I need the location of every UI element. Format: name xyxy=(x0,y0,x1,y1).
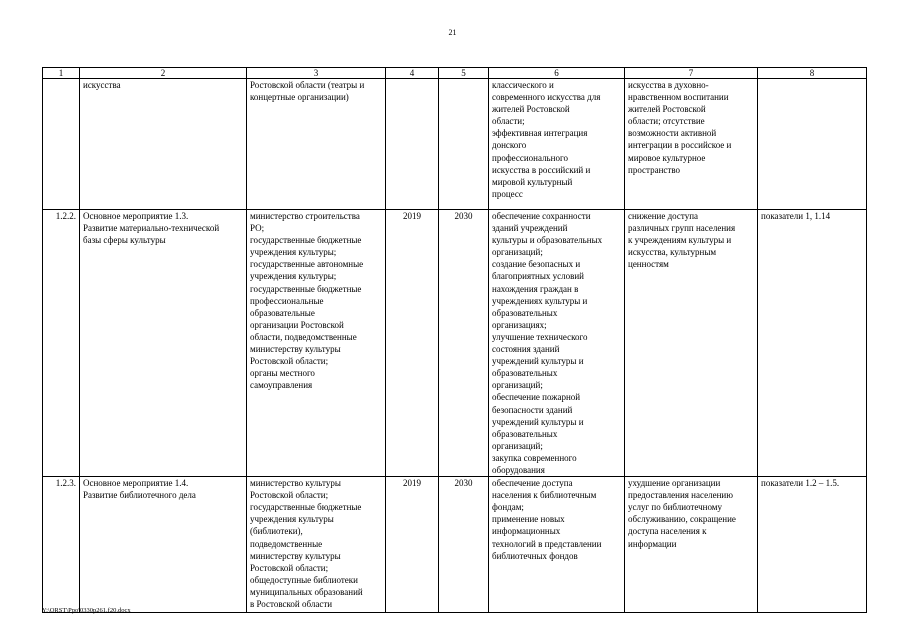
column-number-7: 7 xyxy=(625,68,758,79)
page-number: 21 xyxy=(448,28,457,37)
activity-executor: Ростовской области (театры и концертные организации) xyxy=(247,79,386,210)
activity-name: Основное мероприятие 1.3. Развитие материально-технической базы сферы культуры xyxy=(80,210,247,477)
table-row xyxy=(43,210,867,477)
end-year xyxy=(439,79,489,210)
activity-name: Основное мероприятие 1.4. Развитие библиотечного дела xyxy=(80,477,247,613)
non-implementation-consequence: снижение доступа различных групп населения к учреждениям культуры и искусства, культурным ценностям xyxy=(625,210,758,477)
activity-code: 1.2.3. xyxy=(43,477,80,613)
expected-result: обеспечение сохранности зданий учреждений культуры и образовательных организаций; создание безопасных и благоприятных условий нахождения граждан в учреждениях культуры и образовательных организациях; улучшение технического состояния зданий учреждений культуры и образовательных организаций; обеспечение пожарной безопасности зданий учреждений культуры и образовательных организаций; закупка современного оборудования xyxy=(489,210,625,477)
activity-executor: министерство культуры Ростовской области; государственные бюджетные учреждения культуры (библиотеки), подведомственные министерству культуры Ростовской области; общедоступные библиотеки муниципальных образований в Ростовской области xyxy=(247,477,386,613)
activity-code: 1.2.2. xyxy=(43,210,80,477)
activity-name: искусства xyxy=(80,79,247,210)
end-year: 2030 xyxy=(439,210,489,477)
end-year: 2030 xyxy=(439,477,489,613)
start-year: 2019 xyxy=(386,210,439,477)
column-number-3: 3 xyxy=(247,68,386,79)
non-implementation-consequence: искусства в духовно- нравственном воспитании жителей Ростовской области; отсутствие возможности активной интеграции в российское и мировое культурное пространство xyxy=(625,79,758,210)
expected-result: обеспечение доступа населения к библиотечным фондам; применение новых информационных технологий в представлении библиотечных фондов xyxy=(489,477,625,613)
column-number-6: 6 xyxy=(489,68,625,79)
start-year xyxy=(386,79,439,210)
activity-executor: министерство строительства РО; государственные бюджетные учреждения культуры; государственные автономные учреждения культуры; государственные бюджетные профессиональные образовательные организации Ростовской области, подведомственные министерству культуры Ростовской области; органы местного самоуправления xyxy=(247,210,386,477)
program-activities-table xyxy=(42,67,867,613)
non-implementation-consequence: ухудшение организации предоставления населению услуг по библиотечному обслуживанию, сокращение доступа населения к информации xyxy=(625,477,758,613)
related-indicators: показатели 1.2 – 1.5. xyxy=(758,477,867,613)
column-number-1: 1 xyxy=(43,68,80,79)
activity-code xyxy=(43,79,80,210)
table-header-row xyxy=(43,68,867,79)
start-year: 2019 xyxy=(386,477,439,613)
footer-file-path: Y:\ORST\Ppo\0330p261.f20.docx xyxy=(42,607,131,614)
table-row xyxy=(43,477,867,613)
expected-result: классического и современного искусства для жителей Ростовской области; эффективная интеграция донского профессионального искусства в российский и мировой культурный процесс xyxy=(489,79,625,210)
table-row xyxy=(43,79,867,210)
column-number-2: 2 xyxy=(80,68,247,79)
related-indicators: показатели 1, 1.14 xyxy=(758,210,867,477)
column-number-8: 8 xyxy=(758,68,867,79)
column-number-5: 5 xyxy=(439,68,489,79)
related-indicators xyxy=(758,79,867,210)
column-number-4: 4 xyxy=(386,68,439,79)
